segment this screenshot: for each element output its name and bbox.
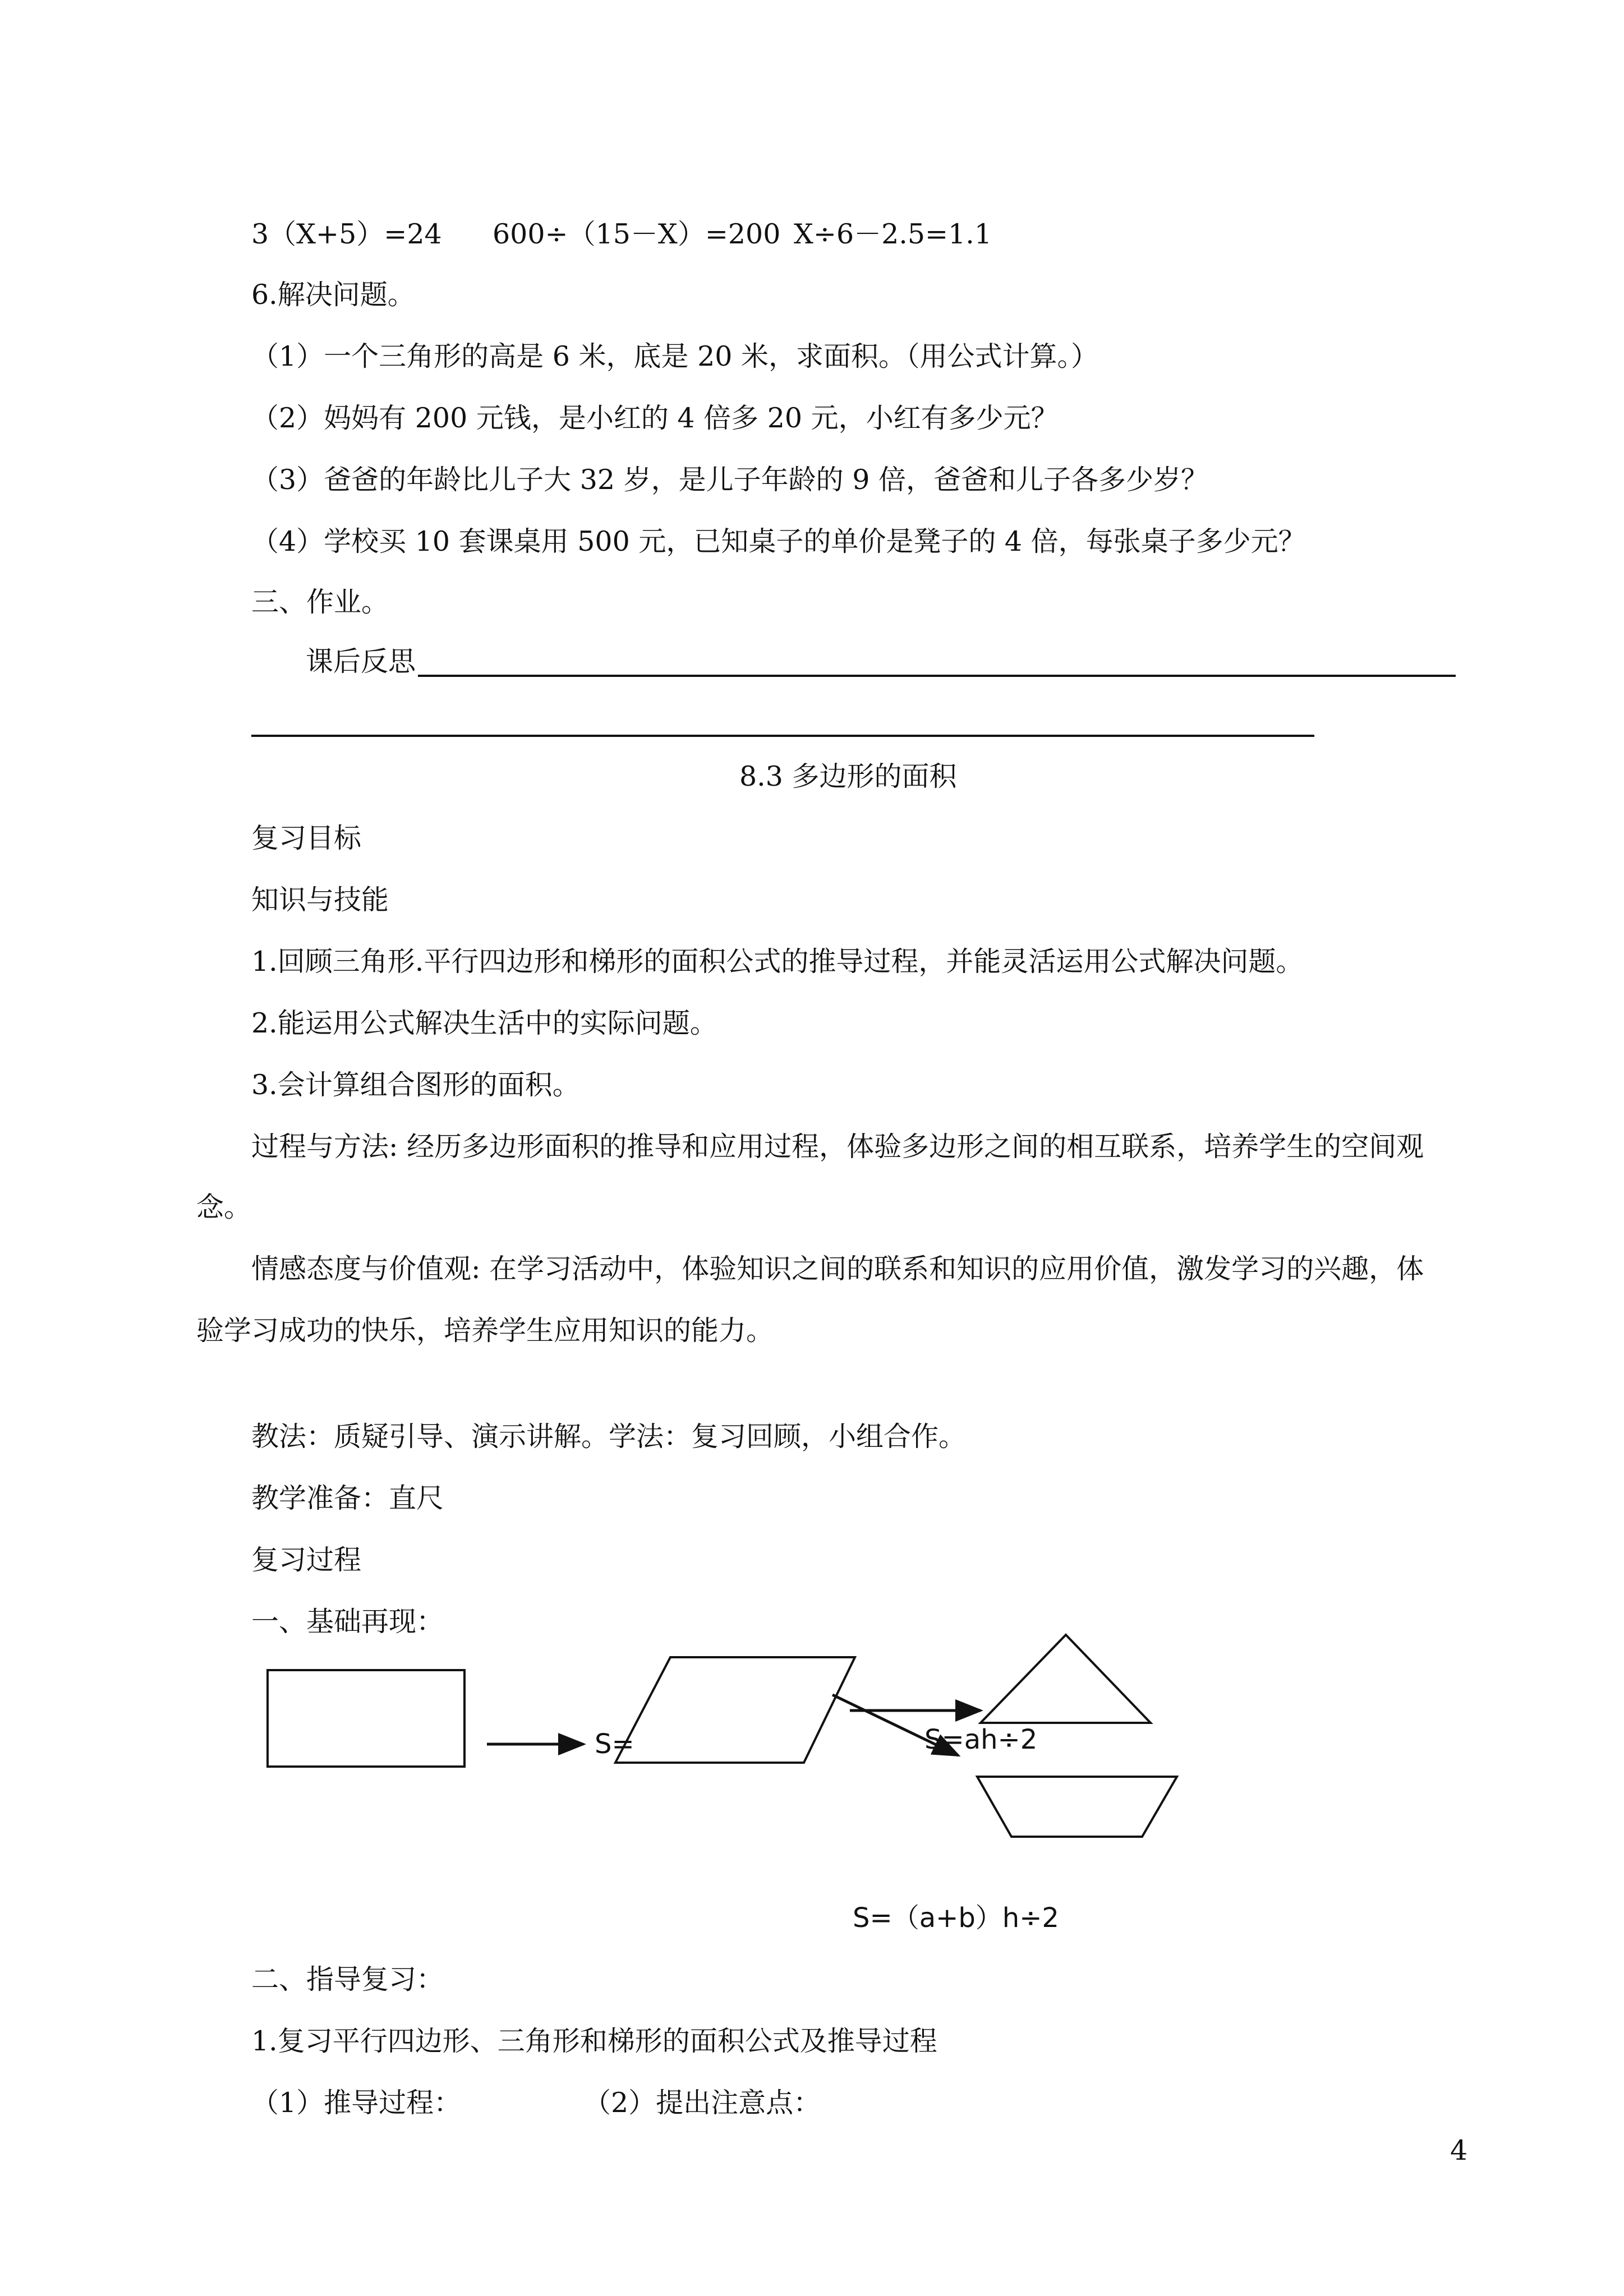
teaching-methods: 教法：质疑引导、演示讲解。学法：复习回顾，小组合作。 [251, 1421, 967, 1453]
homework-heading: 三、作业。 [251, 586, 389, 618]
objectives-heading: 复习目标 [251, 822, 362, 854]
review-item-1: 1.复习平行四边形、三角形和梯形的面积公式及推导过程 [251, 2025, 937, 2057]
process-heading: 复习过程 [251, 1544, 362, 1576]
problem-1: （1）一个三角形的高是 6 米，底是 20 米，求面积。（用公式计算。） [251, 340, 1099, 372]
problem-4: （4）学校买 10 套课桌用 500 元，已知桌子的单价是凳子的 4 倍，每张桌子多少元？ [251, 525, 1306, 557]
objective-1: 1.回顾三角形.平行四边形和梯形的面积公式的推导过程，并能灵活运用公式解决问题。 [251, 946, 1304, 978]
problem-2: （2）妈妈有 200 元钱，是小红的 4 倍多 20 元，小红有多少元？ [251, 402, 1059, 434]
knowledge-heading: 知识与技能 [251, 884, 389, 916]
emotion-line-2: 验学习成功的快乐，培养学生应用知识的能力。 [196, 1315, 774, 1347]
trapezoid-shape [977, 1777, 1177, 1837]
problem-3: （3）爸爸的年龄比儿子大 32 岁，是儿子年龄的 9 倍，爸爸和儿子各多少岁？ [251, 464, 1209, 496]
rectangle-shape [268, 1670, 464, 1767]
lesson-title: 8.3 多边形的面积 [739, 760, 957, 792]
part-2-heading: 二、指导复习： [251, 1963, 444, 1995]
review-derivation: （1）推导过程： [251, 2087, 462, 2119]
process-method-line-2: 念。 [196, 1191, 252, 1223]
section-heading: 6.解决问题。 [251, 279, 415, 311]
triangle-shape [981, 1635, 1151, 1723]
review-notes: （2）提出注意点： [583, 2087, 821, 2119]
trapezoid-formula: S=（a+b）h÷2 [853, 1902, 1059, 1934]
objective-2: 2.能运用公式解决生活中的实际问题。 [251, 1007, 717, 1039]
parallelogram-formula: S= [595, 1728, 634, 1760]
equation-1: 3（X+5）=24 [251, 218, 442, 250]
equation-2: 600÷（15－X）=200 [493, 218, 781, 250]
page-number: 4 [1450, 2134, 1468, 2166]
objective-3: 3.会计算组合图形的面积。 [251, 1069, 580, 1101]
process-method-line-1: 过程与方法: 经历多边形面积的推导和应用过程，体验多边形之间的相互联系，培养学生的空间观 [251, 1131, 1424, 1163]
parallelogram-shape [615, 1657, 855, 1763]
equation-3: X÷6－2.5=1.1 [794, 218, 992, 250]
triangle-formula: S=ah÷2 [924, 1724, 1038, 1755]
reflection-label: 课后反思 [306, 646, 416, 677]
emotion-line-1: 情感态度与价值观: 在学习活动中，体验知识之间的联系和知识的应用价值，激发学习的兴趣，体 [251, 1253, 1424, 1285]
teaching-prep: 教学准备：直尺 [251, 1482, 444, 1514]
part-1-heading: 一、基础再现： [251, 1606, 444, 1638]
